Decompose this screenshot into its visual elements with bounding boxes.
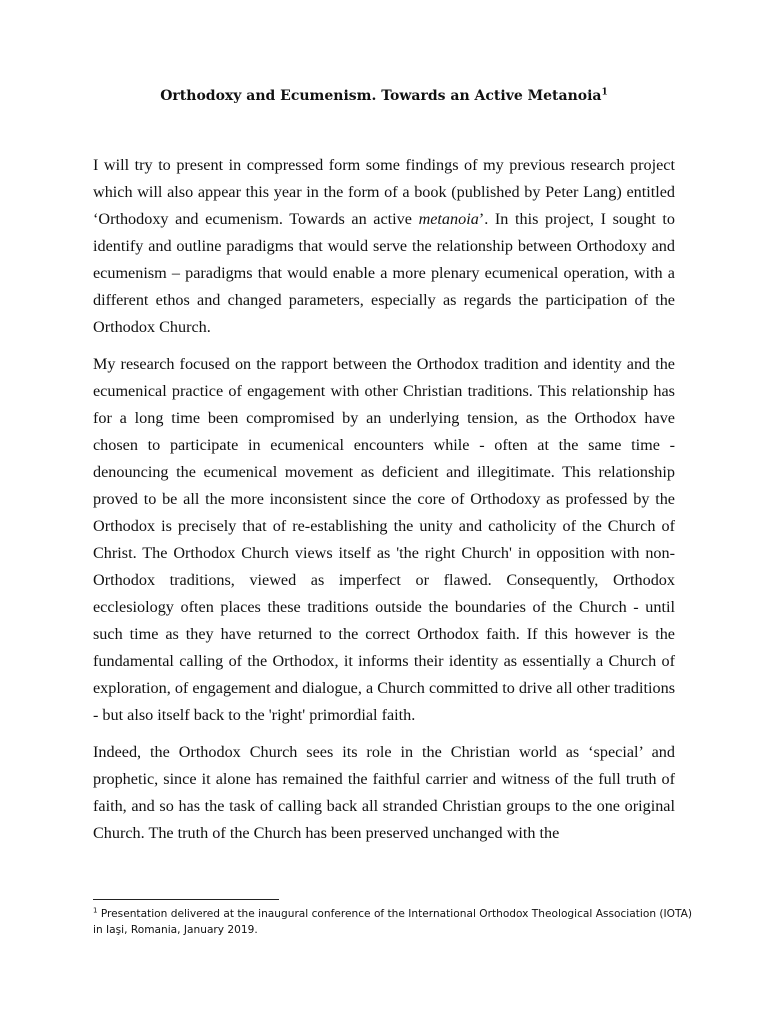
title-footnote-marker[interactable]: 1	[601, 87, 608, 98]
paragraph-1	[93, 152, 675, 341]
footnote	[93, 906, 693, 938]
paragraph-3: Indeed, the Orthodox Church sees its role in the Christian world as ‘special’ and prophetic, since it alone has remained the faithful carrier and witness of the full truth of faith, and so has the task of calling back all stranded Christian groups to the one original Church. The truth of the Church has been preserved unchanged with the	[93, 743, 675, 842]
paragraph-1-italic: metanoia	[418, 210, 479, 228]
paragraph-1-text-b: ’. In this project, I sought to identify and outline paradigms that would serve the relationship between Orthodoxy and ecumenism – paradigms that would enable a more plenary ecumenical operation, with a different ethos and changed parameters, especially as regards the participation of the Orthodox Church.	[93, 210, 676, 336]
footnote-text: Presentation delivered at the inaugural conference of the International Orthodox Theological Association (IOTA) in Iaşi, Romania, January 2019.	[93, 908, 693, 936]
footnote-marker: 1	[93, 906, 98, 915]
footnote-separator	[93, 899, 279, 900]
paragraph-2: My research focused on the rapport between the Orthodox tradition and identity and the ecumenical practice of engagement with other Christian traditions. This relationship has for a long time been compromised by an underlying tension, as the Orthodox have chosen to participate in ecumenical encounters while - often at the same time - denouncing the ecumenical movement as deficient and illegitimate. This relationship proved to be all the more inconsistent since the core of Orthodoxy as professed by the Orthodox is precisely that of re-establishing the unity and catholicity of the Church of Christ. The Orthodox Church views itself as 'the right Church' in opposition with non-Orthodox traditions, viewed as imperfect or flawed. Consequently, Orthodox ecclesiology often places these traditions outside the boundaries of the Church - until such time as they have returned to the correct Orthodox faith. If this however is the fundamental calling of the Orthodox, it informs their identity as essentially a Church of exploration, of engagement and dialogue, a Church committed to drive all other traditions - but also itself back to the 'right' primordial faith.	[93, 355, 675, 724]
document-title	[0, 86, 768, 106]
document-body	[93, 152, 675, 857]
paragraph-1-text-a: I will try to present in compressed form some findings of my previous research project which will also appear this year in the form of a book (published by Peter Lang) entitled ‘Orthodoxy and ecumenism. Towards an active	[93, 156, 675, 228]
title-text: Orthodoxy and Ecumenism. Towards an Active Metanoia	[160, 88, 602, 104]
